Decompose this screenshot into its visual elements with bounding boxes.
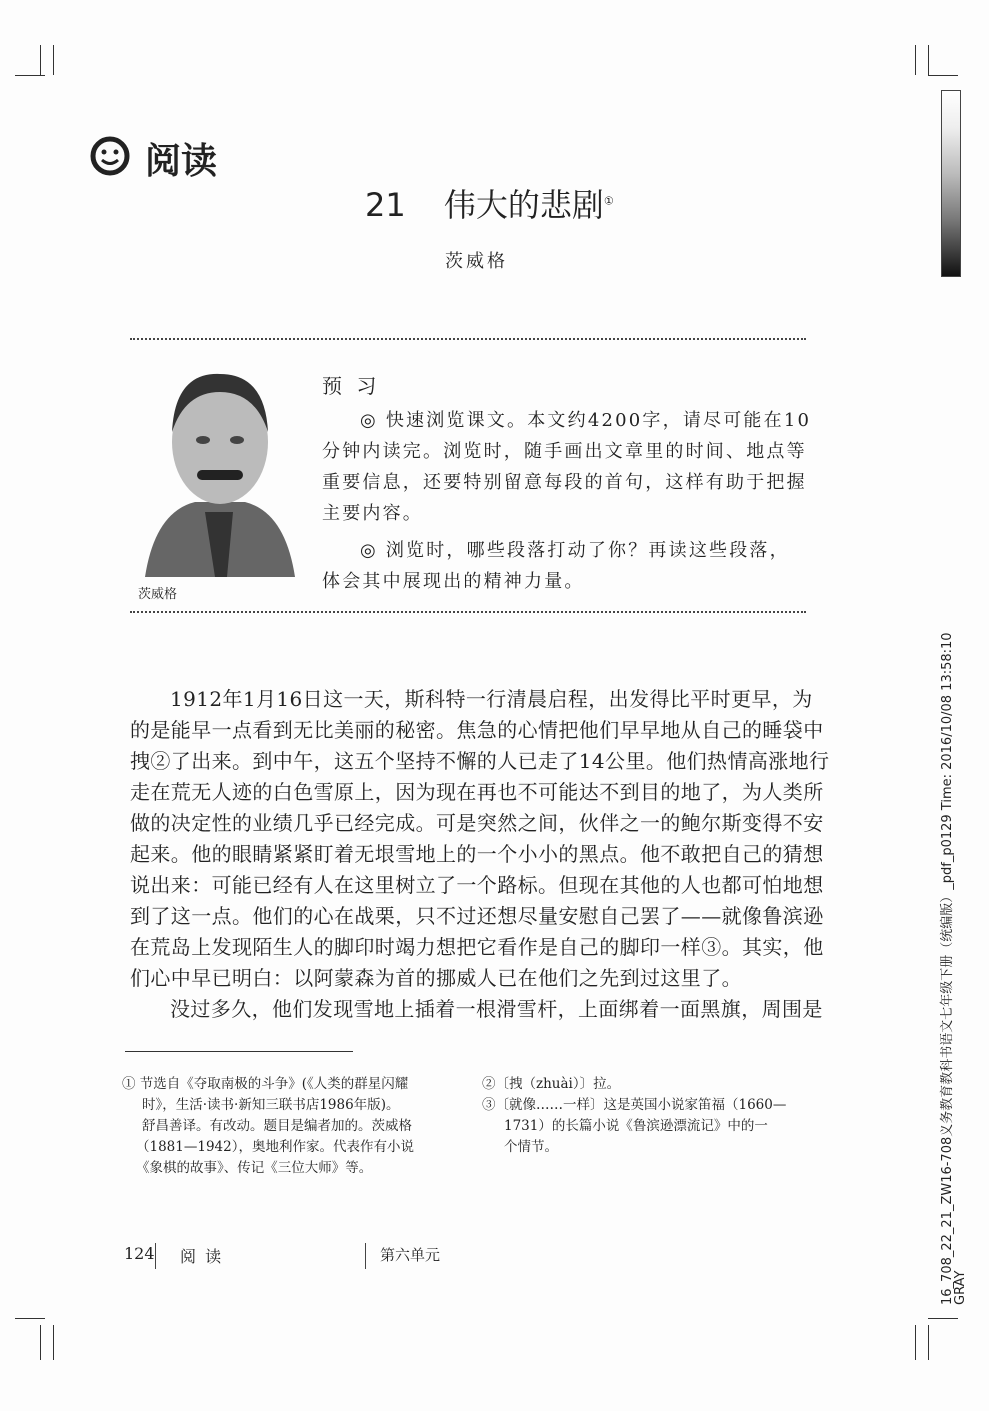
footnote-line: 个情节。 <box>504 1139 558 1155</box>
section-label: 阅读 <box>145 141 218 182</box>
body-line: 走在荒无人迹的白色雪原上，因为现在再也不可能达不到目的地了，为人类所 <box>130 780 824 804</box>
lesson-title <box>365 180 614 226</box>
crop-mark <box>928 45 929 75</box>
crop-mark <box>928 1318 958 1319</box>
body-line: 说出来：可能已经有人在这里树立了一个路标。但现在其他的人也都可怕地想 <box>130 873 824 897</box>
author-name: 茨威格 <box>445 251 508 272</box>
crop-mark <box>915 1325 916 1360</box>
body-line: 拽②了出来。到中午，这五个坚持不懈的人已走了14公里。他们热情高涨地行 <box>130 749 830 773</box>
crop-mark <box>53 1325 54 1360</box>
crop-mark <box>928 1325 929 1360</box>
portrait-caption: 茨威格 <box>138 587 178 602</box>
body-line: 没过多久，他们发现雪地上插着一根滑雪杆，上面绑着一面黑旗，周围是 <box>170 997 823 1021</box>
preview-heading: 预 习 <box>322 374 381 398</box>
footnote-line: ① 节选自《夺取南极的斗争》(《人类的群星闪耀 <box>122 1076 409 1092</box>
footnote-rule <box>125 1051 353 1052</box>
preview-line: 重要信息，还要特别留意每段的首句，这样有助于把握 <box>322 472 807 493</box>
body-line: 1912年1月16日这一天，斯科特一行清晨启程，出发得比平时更早，为 <box>170 687 813 711</box>
author-portrait <box>135 362 300 577</box>
body-line: 们心中早已明白：以阿蒙森为首的挪威人已在他们之先到过这里了。 <box>130 966 742 990</box>
gray-scale-bar <box>941 90 961 277</box>
print-slug-text: 16_708_22_21_ZW16-708义务教育教科书语文七年级下册（统编版）_pdf_p0129 Time: 2016/10/08 13:58:10 <box>940 632 955 1305</box>
footnote-line: 舒昌善译。有改动。题目是编者加的。茨威格 <box>142 1118 412 1134</box>
body-line: 在荒岛上发现陌生人的脚印时竭力想把它看作是自己的脚印一样③。其实，他 <box>130 935 824 959</box>
body-line: 的是能早一点看到无比美丽的秘密。焦急的心情把他们早早地从自己的睡袋中 <box>130 718 824 742</box>
footnote-line: （1881—1942），奥地利作家。代表作有小说 <box>136 1139 414 1155</box>
print-slug <box>941 632 967 1305</box>
footer-unit: 第六单元 <box>380 1246 441 1264</box>
preview-line: ◎ 快速浏览课文。本文约4200字，请尽可能在10 <box>360 410 812 431</box>
title-footnote-ref: ① <box>603 194 614 208</box>
crop-mark <box>915 45 916 75</box>
print-slug-gray: GRAY <box>953 1270 968 1305</box>
crop-mark <box>40 1325 41 1360</box>
footnote-line: 《象棋的故事》、传记《三位大师》等。 <box>136 1160 373 1176</box>
crop-mark <box>15 75 45 76</box>
preview-line: ◎ 浏览时，哪些段落打动了你？再读这些段落， <box>360 540 790 561</box>
footnotes-left <box>122 1072 414 1177</box>
preview-section <box>322 370 811 598</box>
footer-separator <box>365 1243 366 1269</box>
crop-mark <box>15 1318 45 1319</box>
page-number: 124 <box>124 1244 155 1263</box>
preview-line: 体会其中展现出的精神力量。 <box>322 571 585 592</box>
crop-mark <box>928 75 958 76</box>
footnotes-right <box>482 1072 786 1156</box>
footer-section: 阅 读 <box>180 1247 224 1266</box>
body-line: 做的决定性的业绩几乎已经完成。可是突然之间，伙伴之一的鲍尔斯变得不安 <box>130 811 824 835</box>
article-body <box>130 683 829 1024</box>
crop-mark <box>40 45 41 75</box>
footer-separator <box>155 1243 156 1269</box>
footnote-line: ②〔拽（zhuài）〕拉。 <box>482 1076 621 1092</box>
preview-line: 主要内容。 <box>322 503 423 524</box>
smiley-icon <box>90 136 130 176</box>
lesson-number: 21 <box>365 186 406 224</box>
body-line: 到了这一点。他们的心在战栗，只不过还想尽量安慰自己罢了——就像鲁滨逊 <box>130 904 824 928</box>
footnote-line: ③〔就像……一样〕这是英国小说家笛福（1660— <box>482 1097 787 1113</box>
footnote-line: 时》，生活·读书·新知三联书店1986年版)。 <box>142 1097 400 1113</box>
footnote-line: 1731）的长篇小说《鲁滨逊漂流记》中的一 <box>504 1118 768 1134</box>
divider-bottom <box>130 611 806 613</box>
lesson-title-text: 伟大的悲剧 <box>443 186 604 224</box>
preview-line: 分钟内读完。浏览时，随手画出文章里的时间、地点等 <box>322 441 807 462</box>
crop-mark <box>53 45 54 75</box>
body-line: 起来。他的眼睛紧紧盯着无垠雪地上的一个小小的黑点。他不敢把自己的猜想 <box>130 842 824 866</box>
divider-top <box>130 338 806 340</box>
